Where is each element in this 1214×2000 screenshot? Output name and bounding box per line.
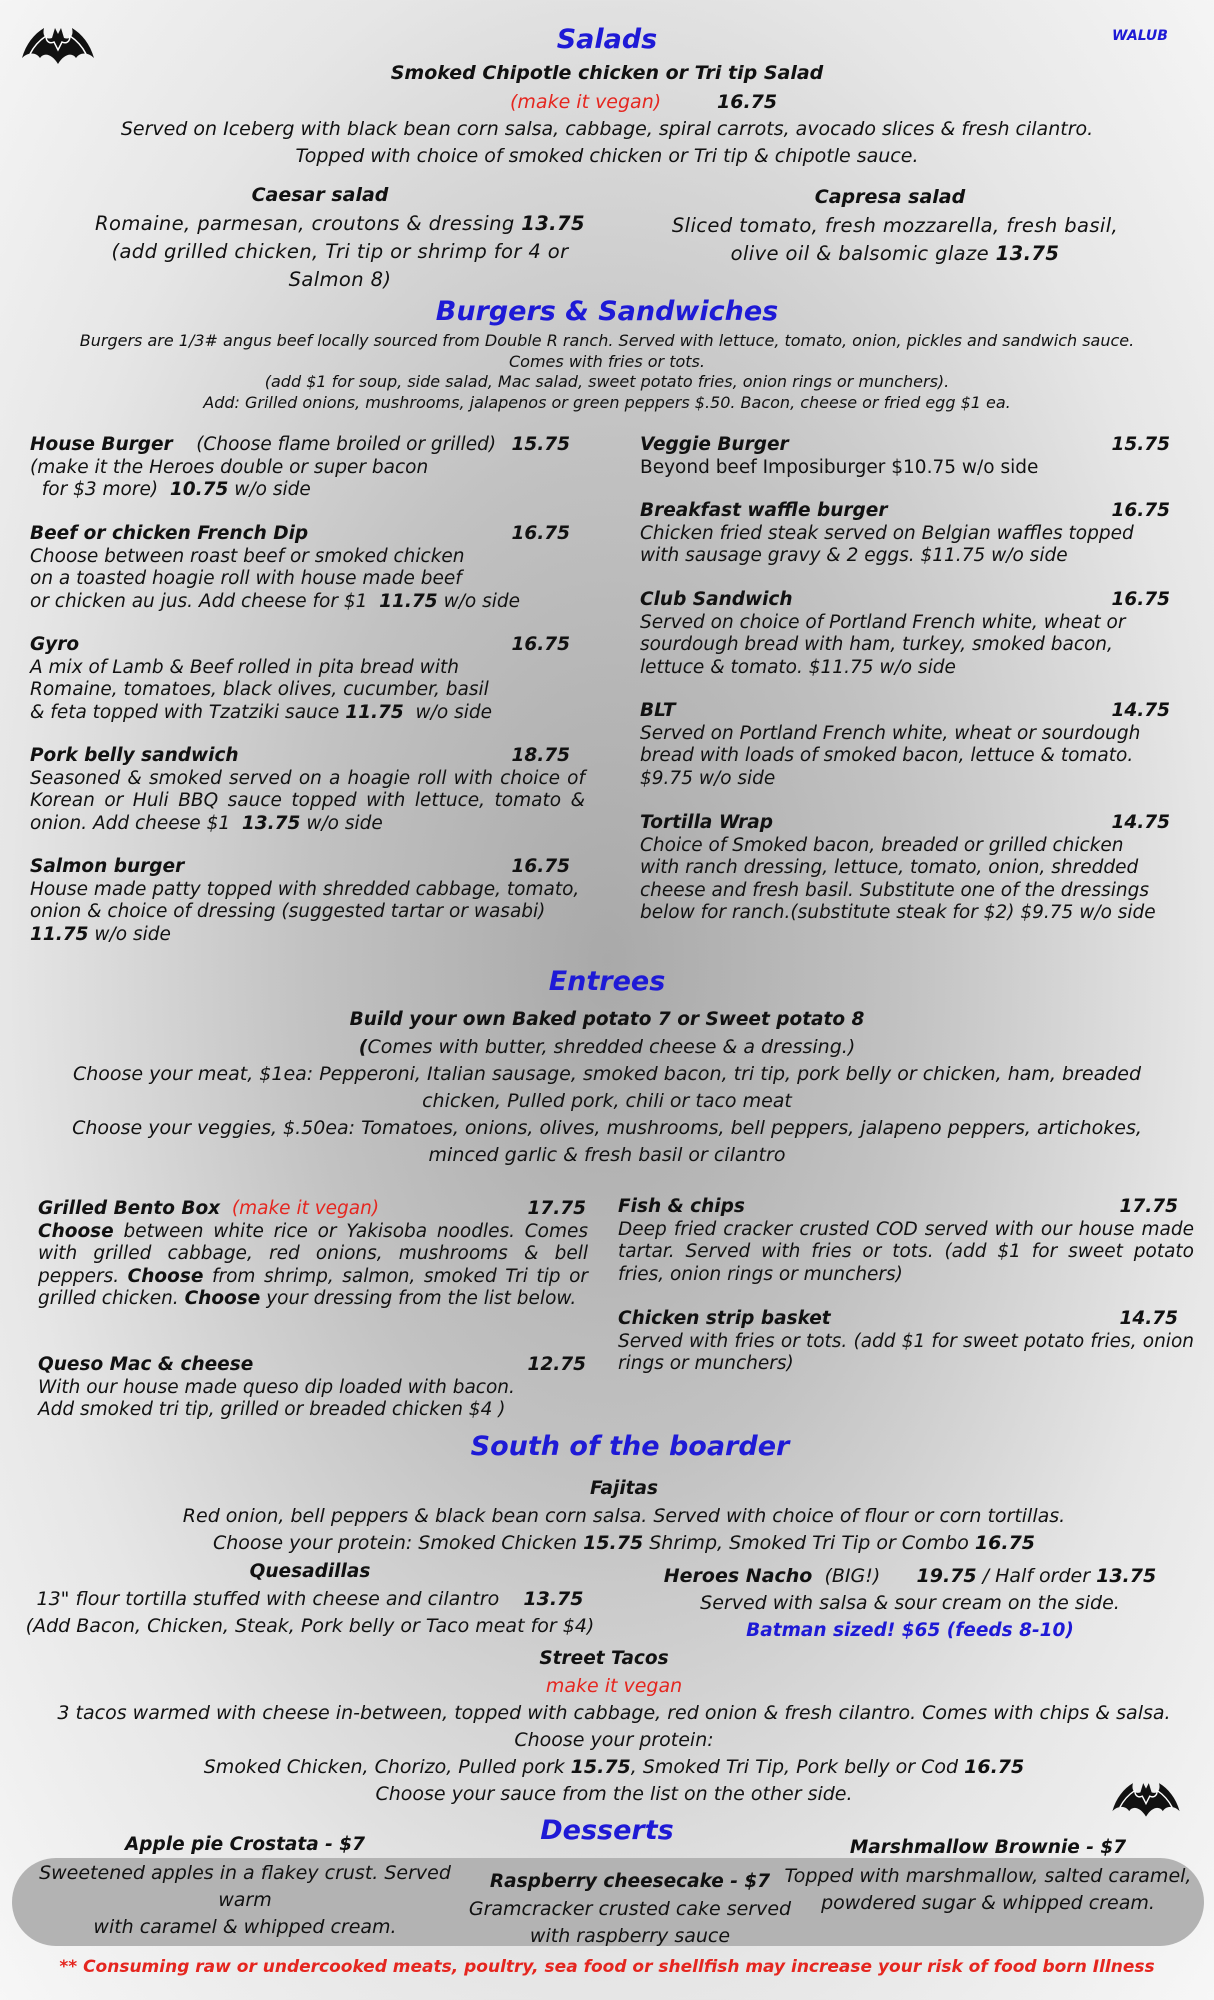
apple-pie-desc2: with caramel & whipped cream. bbox=[93, 1916, 397, 1938]
fajitas-name: Fajitas bbox=[589, 1478, 659, 1499]
brownie-name: Marshmallow Brownie - $7 bbox=[849, 1837, 1127, 1858]
queso-mac: Queso Mac & cheese 12.75 With our house made queso dip loaded with bacon. Add smoked tri tip, grilled or breaded chicken $4 ) bbox=[38, 1354, 586, 1420]
raspberry-desc2: with raspberry sauce bbox=[529, 1925, 731, 1947]
batman-sized: Batman sized! $65 (feeds 8-10) bbox=[746, 1620, 1074, 1641]
street-tacos-protein: Smoked Chicken, Chorizo, Pulled pork 15.75, Smoked Tri Tip, Pork belly or Cod 16.75 bbox=[203, 1756, 1025, 1778]
brownie-desc2: powdered sugar & whipped cream. bbox=[821, 1892, 1155, 1914]
potato-comes: (Comes with butter, shredded cheese & a dressing.) bbox=[358, 1036, 856, 1058]
capresa-name: Capresa salad bbox=[814, 186, 966, 208]
street-tacos-sauce: Choose your sauce from the list on the other side. bbox=[375, 1783, 853, 1805]
burgers-title: Burgers & Sandwiches bbox=[435, 296, 779, 327]
potato-veggies: Choose your veggies, $.50ea: Tomatoes, onions, olives, mushrooms, bell peppers, jalapeno peppers, artichokes, minced garlic & fresh basil or cilantro bbox=[72, 1117, 1142, 1166]
fajitas-protein: Choose your protein: Smoked Chicken 15.75 Shrimp, Smoked Tri Tip or Combo 16.75 bbox=[212, 1532, 1036, 1554]
chipotle-price: 16.75 bbox=[717, 91, 778, 113]
south-title-wrap bbox=[0, 1431, 1214, 1462]
blt: BLT 14.75 Served on Portland French white, wheat or sourdough bread with loads of smoked bacon, lettuce & tomato. $9.75 w/o side bbox=[640, 700, 1170, 789]
street-tacos-choose: Choose your protein: bbox=[514, 1729, 714, 1751]
entrees-title: Entrees bbox=[548, 966, 666, 997]
club-sandwich: Club Sandwich 16.75 Served on choice of Portland French white, wheat or sourdough bread with ham, turkey, smoked bacon, lettuce & tomato. $11.75 w/o side bbox=[640, 589, 1170, 678]
breakfast-waffle-burger: Breakfast waffle burger 16.75 Chicken fried steak served on Belgian waffles topped with sausage gravy & 2 eggs. $11.75 w/o side bbox=[640, 500, 1170, 566]
fajitas-desc: Red onion, bell peppers & black bean corn salsa. Served with choice of flour or corn tortillas. bbox=[182, 1505, 1066, 1527]
veggie-burger: Veggie Burger 15.75 Beyond beef Imposiburger $10.75 w/o side bbox=[640, 434, 1170, 478]
salmon-burger: Salmon burger 16.75 House made patty topped with shredded cabbage, tomato, onion & choice of dressing (suggested tartar or wasabi) 11.75 w/o side bbox=[30, 856, 580, 945]
gyro: Gyro 16.75 A mix of Lamb & Beef rolled in pita bread with Romaine, tomatoes, black olives, cucumber, basil & feta topped with Tzatziki sauce 11.75 w/o side bbox=[30, 634, 570, 723]
chipotle-desc2: Topped with choice of smoked chicken or Tri tip & chipotle sauce. bbox=[295, 145, 919, 167]
quesadillas-name: Quesadillas bbox=[249, 1561, 371, 1582]
quesadillas-addon: (Add Bacon, Chicken, Steak, Pork belly or Taco meat for $4) bbox=[25, 1615, 595, 1637]
french-dip: Beef or chicken French Dip 16.75 Choose between roast beef or smoked chicken on a toasted hoagie roll with house made beef or chicken au jus. Add cheese for $1 11.75 w/o side bbox=[30, 523, 570, 612]
chipotle-vegan: (make it vegan) bbox=[510, 91, 662, 113]
brownie-desc1: Topped with marshmallow, salted caramel, bbox=[784, 1865, 1192, 1887]
tortilla-wrap: Tortilla Wrap 14.75 Choice of Smoked bacon, breaded or grilled chicken with ranch dressing, lettuce, tomato, onion, shredded cheese and fresh basil. Substitute one of the dressings below for ranch.(substitute steak for $2) $9.75 w/o side bbox=[640, 812, 1170, 923]
burgers-intro: Burgers are 1/3# angus beef locally sourced from Double R ranch. Served with lettuce, tomato, onion, pickles and sandwich sauce. Comes with fries or tots. (add $1 for soup, side salad, Mac salad, sweet potato fries, onion rings or munchers). Add: Grilled onions, mushrooms, jalapenos or green peppers $.50. Bacon, cheese or fried egg $1 ea. bbox=[79, 331, 1135, 412]
chipotle-salad-name: Smoked Chipotle chicken or Tri tip Salad bbox=[390, 62, 824, 84]
pork-belly-sandwich: Pork belly sandwich 18.75 Seasoned & smoked served on a hoagie roll with choice of Korean or Huli BBQ sauce topped with lettuce, tomato & onion. Add cheese $1 13.75 w/o side bbox=[30, 745, 585, 834]
caesar-desc: Romaine, parmesan, croutons & dressing 13.75 (add grilled chicken, Tri tip or shrimp for 4 or Salmon 8) bbox=[95, 212, 585, 291]
caesar-name: Caesar salad bbox=[251, 184, 389, 206]
chipotle-desc1: Served on Iceberg with black bean corn salsa, cabbage, spiral carrots, avocado slices & fresh cilantro. bbox=[120, 118, 1094, 140]
bento-box: Grilled Bento Box (make it vegan) 17.75 Choose between white rice or Yakisoba noodles. Comes with grilled cabbage, red onions, mushrooms & bell peppers. Choose from shrimp, salmon, smoked Tri tip or grilled chicken. Choose your dressing from the list below. bbox=[38, 1198, 588, 1309]
nacho-header: Heroes Nacho (BIG!) 19.75 / Half order 13.75 bbox=[663, 1565, 1157, 1587]
salads-title: Salads bbox=[556, 24, 658, 55]
street-tacos-desc: 3 tacos warmed with cheese in-between, topped with cabbage, red onion & fresh cilantro. Comes with chips & salsa. bbox=[57, 1702, 1171, 1724]
street-tacos-vegan: make it vegan bbox=[545, 1675, 683, 1697]
quesadillas-desc: 13" flour tortilla stuffed with cheese and cilantro 13.75 bbox=[36, 1588, 584, 1610]
house-burger: House Burger (Choose flame broiled or grilled) 15.75 (make it the Heroes double or super bacon for $3 more) 10.75 w/o side bbox=[30, 434, 570, 500]
fish-and-chips: Fish & chips 17.75 Deep fried cracker crusted COD served with our house made tartar. Served with fries or tots. (add $1 for sweet potato fries, onion rings or munchers) bbox=[618, 1196, 1194, 1285]
potato-meat: Choose your meat, $1ea: Pepperoni, Italian sausage, smoked bacon, tri tip, pork belly or chicken, ham, breaded chicken, Pulled pork, chili or taco meat bbox=[72, 1063, 1142, 1112]
corner-label: WALUB bbox=[1112, 28, 1168, 44]
raspberry-name: Raspberry cheesecake - $7 bbox=[489, 1871, 771, 1892]
capresa-desc: Sliced tomato, fresh mozzarella, fresh basil, olive oil & balsomic glaze 13.75 bbox=[671, 214, 1119, 265]
street-tacos-name: Street Tacos bbox=[539, 1648, 669, 1669]
apple-pie-desc1: Sweetened apples in a flakey crust. Served warm bbox=[39, 1862, 451, 1911]
nacho-desc: Served with salsa & sour cream on the side. bbox=[700, 1592, 1120, 1614]
south-title: South of the boarder bbox=[470, 1431, 790, 1462]
apple-pie-name: Apple pie Crostata - $7 bbox=[124, 1834, 366, 1855]
food-safety-warning: ** Consuming raw or undercooked meats, poultry, sea food or shellfish may increase your risk of food born Illness bbox=[59, 1957, 1155, 1977]
potato-name: Build your own Baked potato 7 or Sweet potato 8 bbox=[349, 1009, 865, 1030]
chicken-strip-basket: Chicken strip basket 14.75 Served with fries or tots. (add $1 for sweet potato fries, onion rings or munchers) bbox=[618, 1308, 1194, 1374]
desserts-title: Desserts bbox=[540, 1815, 674, 1846]
raspberry-desc1: Gramcracker crusted cake served bbox=[468, 1898, 792, 1920]
